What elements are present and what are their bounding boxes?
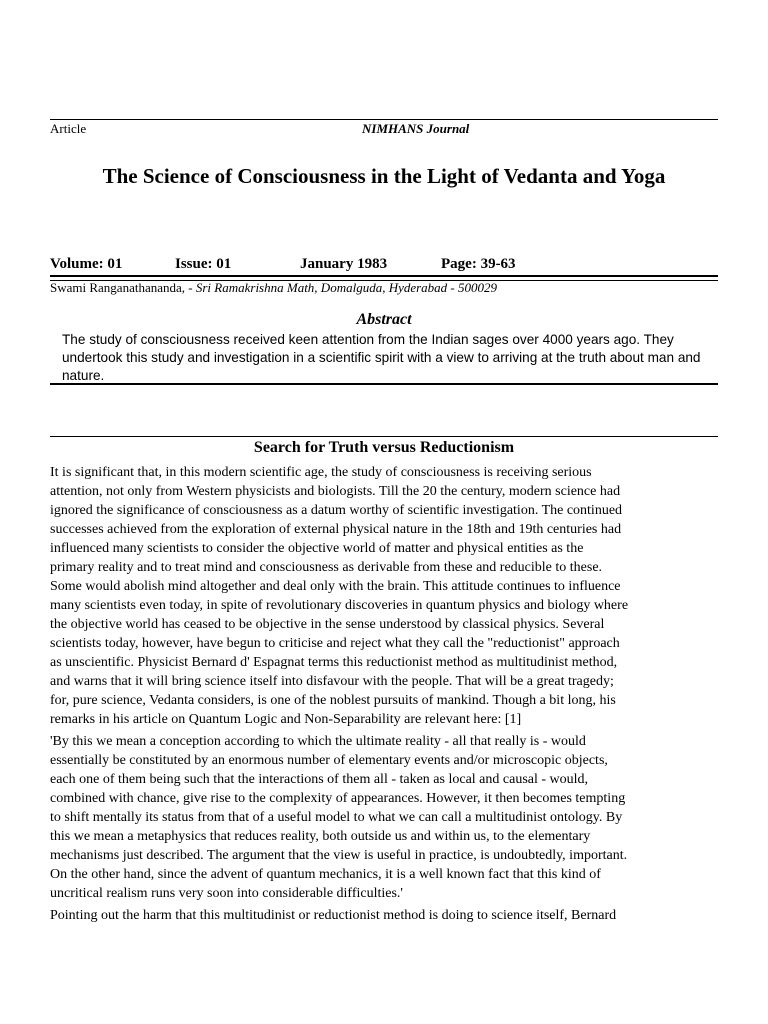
text-line: scientists today, however, have begun to criticise and reject what they call the "reductionist" approach [50,636,620,651]
abstract-heading: Abstract [356,311,412,328]
text-line: as unscientific. Physicist Bernard d' Espagnat terms this reductionist method as multitudinist method, [50,655,618,670]
text-line: attention, not only from Western physicists and biologists. Till the 20 the century, modern science had [50,484,621,499]
abstract-rule [50,383,718,385]
author-line [50,280,718,296]
text-line: Some would abolish mind altogether and deal only with the brain. This attitude continues to influence [50,579,621,594]
text-line: 'By this we mean a conception according to which the ultimate reality - all that really is - would [50,734,586,749]
running-header [50,121,718,137]
text-line: and warns that it will bring science itself into disfavour with the people. That will be a great tragedy; [50,674,614,689]
page-range-label: Page: 39-63 [441,256,516,272]
body-paragraph [50,463,718,729]
text-line: each one of them being such that the interactions of them all - taken as local and causal - would, [50,772,589,787]
date-label: January 1983 [300,256,388,272]
text-line: essentially be constituted by an enormous number of elementary events and/or microscopic objects, [50,753,608,768]
volume-label: Volume: 01 [50,256,123,272]
author-name: Swami Ranganathananda, [50,280,186,295]
issue-label: Issue: 01 [175,256,232,272]
author-affiliation: Sri Ramakrishna Math, Domalguda, Hyderabad - 500029 [195,280,498,295]
body-paragraph [50,906,718,925]
text-line: It is significant that, in this modern scientific age, the study of consciousness is receiving serious [50,465,592,480]
article-title: The Science of Consciousness in the Light of Vedanta and Yoga [102,164,666,188]
section-rule [50,436,718,437]
abstract-text: The study of consciousness received keen attention from the Indian sages over 4000 years ago. They undertook this study and investigation in a scientific spirit with a view to arriving at the truth about man and nature. [62,332,701,383]
text-line: influenced many scientists to consider the objective world of matter and physical entities as the [50,541,584,556]
body-paragraph [50,732,718,903]
author-separator: - [185,280,196,295]
text-line: many scientists even today, in spite of revolutionary discoveries in quantum physics and biology where [50,598,629,613]
journal-name: NIMHANS Journal [362,121,470,136]
text-line: to shift mentally its status from that of a useful model to what we can call a multitudinist ontology. By [50,810,623,825]
text-line: this we mean a metaphysics that reduces reality, both outside us and within us, to the elementary [50,829,591,844]
header-rule [50,119,718,120]
text-line: ignored the significance of consciousness as a datum worthy of scientific investigation. The continued [50,503,623,518]
text-line: uncritical realism runs very soon into considerable difficulties.' [50,886,403,901]
text-line: On the other hand, since the advent of quantum mechanics, it is a well known fact that this kind of [50,867,601,882]
text-line: for, pure science, Vedanta considers, is one of the noblest pursuits of mankind. Though a bit long, his [50,693,616,708]
text-line: primary reality and to treat mind and consciousness as derivable from these and reducible to these. [50,560,603,575]
text-line: successes achieved from the exploration of external physical nature in the 18th and 19th centuries had [50,522,622,537]
article-label: Article [50,121,87,136]
text-line: Pointing out the harm that this multitudinist or reductionist method is doing to science itself, Bernard [50,908,617,923]
text-line: remarks in his article on Quantum Logic and Non-Separability are relevant here: [1] [50,712,522,727]
text-line: the objective world has ceased to be objective in the sense understood by classical physics. Several [50,617,605,632]
text-line: mechanisms just described. The argument that the view is useful in practice, is undoubtedly, important. [50,848,628,863]
section-heading: Search for Truth versus Reductionism [253,439,515,456]
text-line: combined with chance, give rise to the complexity of appearances. However, it then becomes tempting [50,791,626,806]
article-body [50,463,718,928]
publication-meta [50,256,718,274]
